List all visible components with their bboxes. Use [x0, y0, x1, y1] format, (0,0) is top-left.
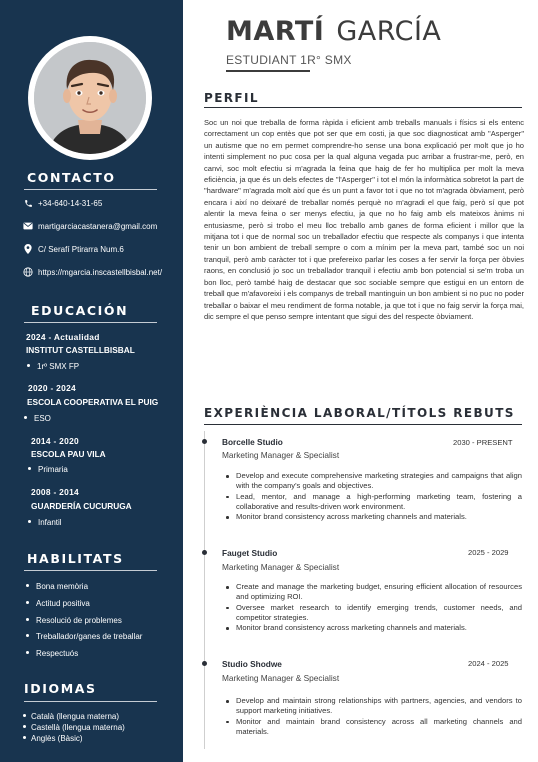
- job-bullet: Monitor brand consistency across marketing channels and materials.: [222, 623, 522, 633]
- job-bullet: Lead, mentor, and manage a high-performing marketing team, fostering a collaborative and results-driven work environment.: [222, 492, 522, 513]
- job-company: Studio Shodwe: [222, 659, 282, 669]
- avatar: [34, 42, 146, 154]
- sidebar: [0, 0, 183, 762]
- skill-item: Treballador/ganes de treballar: [26, 632, 142, 641]
- edu-years-3: 2014 - 2020: [31, 436, 80, 446]
- timeline-dot: [202, 550, 207, 555]
- job-bullet: Oversee market research to identify emerging trends, customer needs, and competitor strategies.: [222, 603, 522, 624]
- contact-phone: [23, 198, 102, 208]
- globe-icon: [23, 267, 33, 277]
- job-role: Marketing Manager & Specialist: [222, 673, 340, 683]
- skill-item: Actitud positiva: [26, 599, 90, 608]
- subtitle-underline: [226, 70, 310, 72]
- contact-address: [23, 244, 124, 254]
- skill-item: Respectuós: [26, 649, 78, 658]
- profile-heading: PERFIL: [204, 91, 259, 105]
- phone-text[interactable]: +34-640-14-31-65: [38, 198, 103, 208]
- education-divider: [24, 322, 157, 323]
- language-item: Anglès (Bàsic): [23, 734, 83, 743]
- edu-school-3: ESCOLA PAU VILA: [31, 449, 106, 459]
- timeline-line: [204, 431, 205, 749]
- edu-years-4: 2008 - 2014: [31, 487, 80, 497]
- location-pin-icon: [23, 244, 33, 254]
- timeline-dot: [202, 661, 207, 666]
- edu-course-1: 1rº SMX FP: [27, 362, 79, 371]
- education-heading: EDUCACIÓN: [31, 303, 129, 318]
- job-role: Marketing Manager & Specialist: [222, 562, 340, 572]
- job-bullet: Develop and execute comprehensive marketing strategies and campaigns that align with the company's goals and objectives.: [222, 471, 522, 492]
- job-bullet: Monitor and maintain brand consistency across all marketing channels and materials.: [222, 717, 522, 738]
- edu-course-3: Primaria: [28, 465, 68, 474]
- job-dates: 2030 - PRESENT: [453, 438, 513, 447]
- contact-heading: CONTACTO: [27, 170, 116, 185]
- contact-website: [23, 267, 162, 277]
- language-item: Català (llengua materna): [23, 712, 119, 721]
- first-name: MARTÍ: [226, 16, 325, 47]
- full-name: [226, 16, 441, 47]
- email-text[interactable]: martigarciacastanera@gmail.com: [38, 221, 158, 231]
- website-link[interactable]: https://mgarcia.inscastellbisbal.net/: [38, 267, 163, 277]
- last-name: GARCÍA: [336, 16, 442, 47]
- skills-heading: HABILITATS: [27, 551, 124, 566]
- job-bullets: [222, 471, 522, 522]
- skills-divider: [24, 570, 157, 571]
- edu-school-1: INSTITUT CASTELLBISBAL: [26, 345, 135, 355]
- phone-icon: [23, 198, 33, 208]
- job-bullet: Monitor brand consistency across marketing channels and materials.: [222, 512, 522, 522]
- job-bullets: [222, 696, 522, 737]
- job-role: Marketing Manager & Specialist: [222, 450, 340, 460]
- skill-item: Resolució de problemes: [26, 616, 122, 625]
- job-bullet: Create and manage the marketing budget, ensuring efficient allocation of resources and optimizing ROI.: [222, 582, 522, 603]
- mail-icon: [23, 221, 33, 231]
- experience-divider: [204, 424, 522, 425]
- languages-heading: IDIOMAS: [24, 681, 97, 696]
- edu-years-1: 2024 - Actualidad: [26, 332, 100, 342]
- address-text: C/ Serafí Ptirarra Num.6: [38, 244, 124, 254]
- job-dates: 2024 - 2025: [468, 659, 509, 668]
- edu-course-4: Infantil: [28, 518, 62, 527]
- contact-divider: [24, 189, 157, 190]
- experience-heading: EXPERIÈNCIA LABORAL/TÍTOLS REBUTS: [204, 406, 515, 420]
- skill-item: Bona memòria: [26, 582, 88, 591]
- job-dates: 2025 - 2029: [468, 548, 509, 557]
- contact-email: [23, 221, 157, 231]
- language-item: Castellà (llengua materna): [23, 723, 125, 732]
- subtitle: ESTUDIANT 1R° SMX: [226, 53, 352, 67]
- avatar-illustration: [34, 42, 146, 154]
- job-bullet: Develop and maintain strong relationships with partners, agencies, and vendors to support marketing initiatives.: [222, 696, 522, 717]
- edu-school-4: GUARDERÍA CUCURUGA: [31, 501, 132, 511]
- edu-years-2: 2020 - 2024: [28, 383, 77, 393]
- avatar-frame: [28, 36, 152, 160]
- job-company: Fauget Studio: [222, 548, 278, 558]
- edu-course-2: ESO: [24, 414, 51, 423]
- job-bullets: [222, 582, 522, 633]
- profile-text: Soc un noi que treballa de forma ràpida i eficient amb treballs manuals i físics si els entenc correctament un cop entès que pot ser que em costi, ja que soc diagnosticat amb "Asperger" un autisme que no em permet comprendre-ho sense una bona explicació per molt que jo ho intenti simplement no puc cosa per la qual alguna vegada puc arribar a frustrar-me, però, en canvi, soc molt efectiu si m'agrada la feina que haig de fer ho multiplica per molt la meva eficiència, ja que és un dels efectes de "l'Asperger" i tot el món la informàtica sobretot la part de "hardware" m'agrada molt així que és un punt a favor tot i que no tot m'agrada òbviament, però encara i així no deixaré de treballar només perquè no m'agradi el que faig, però sí que pot alentir la meva feina o ser menys efectiu, ja que no ho faig amb els mateixos ànims ni entusiasme, però si trobo el meu lloc treballo amb ganes de forma eficient i millor que la mitjana tot i que de normal soc un treballador efectiu que respecte als companys i que intenta tenir un bon ambient de treball sempre o com a mínim per la meva part, també soc un noi tranquil, però amb caràcter tot i que prefereixo parlar les coses a fer servir la força per òbvies raons, en conclusió jo soc un treballador tranquil i efectiu amb bon potencial si se'm troba un bon lloc, però també haig de destacar que soc sociable sempre que estigui en un entorn de treball que m'afavoreixi i els companys de treball mantinguin un bon ambient si no puc no poder treballar o baixar el meu rendiment de forma notable, ja que tot i que no faig servir la força mai, dic sempre el que penso sempre intentant que sigui des del respecte òbviament.: [204, 118, 524, 321]
- job-company: Borcelle Studio: [222, 437, 283, 447]
- timeline-dot: [202, 439, 207, 444]
- languages-divider: [24, 701, 157, 702]
- edu-school-2: ESCOLA COOPERATIVA EL PUIG: [27, 397, 159, 407]
- profile-divider: [204, 107, 522, 108]
